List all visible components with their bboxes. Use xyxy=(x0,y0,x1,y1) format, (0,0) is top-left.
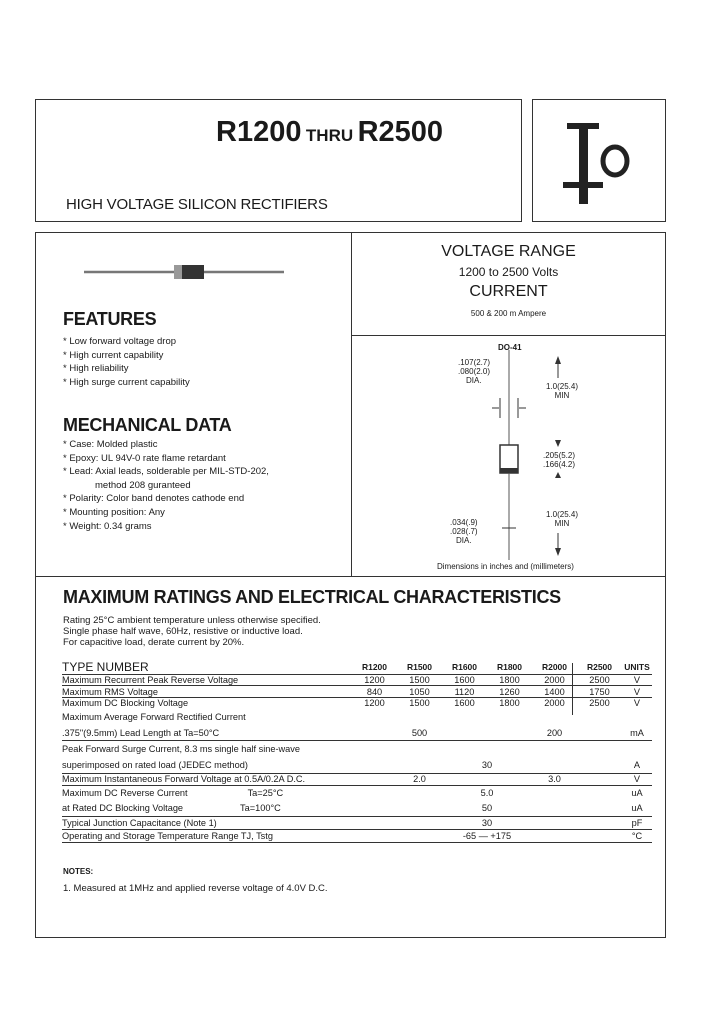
cell: 2.0 xyxy=(352,774,487,785)
table-row xyxy=(62,757,652,774)
current-value: 500 & 200 m Ampere xyxy=(470,309,547,318)
cell: 50 xyxy=(481,803,493,814)
note-1: 1. Measured at 1MHz and applied reverse voltage of 4.0V D.C. xyxy=(63,883,328,894)
list-item: * Case: Molded plastic xyxy=(63,438,348,452)
cell: 500 xyxy=(411,728,428,739)
list-item: * Polarity: Color band denotes cathode end xyxy=(63,492,348,506)
ratings-note: For capacitive load, derate current by 20%. xyxy=(63,637,245,648)
mechanical-list xyxy=(63,438,348,533)
row-label: Maximum Recurrent Peak Reverse Voltage xyxy=(62,675,352,686)
table-row xyxy=(62,708,652,726)
spec-table xyxy=(62,660,652,844)
cell: 1120 xyxy=(442,686,487,697)
table-header-row xyxy=(62,660,652,675)
cell: 5.0 xyxy=(352,785,622,801)
unit-cell: pF xyxy=(622,816,652,829)
lead-dia-2: .080(2.0) xyxy=(458,367,491,376)
list-item: * High surge current capability xyxy=(63,376,343,390)
ratings-note: Rating 25°C ambient temperature unless otherwise specified. xyxy=(63,615,321,626)
row-label xyxy=(62,785,352,801)
lead-len-top-label xyxy=(546,382,578,400)
table-row xyxy=(62,697,652,708)
dimension-note: Dimensions in inches and (millimeters) xyxy=(437,562,574,571)
cell: 30 xyxy=(352,816,622,829)
thru-label: THRU xyxy=(305,126,354,145)
cell: 1600 xyxy=(442,697,487,708)
lead-len-bot: 1.0(25.4) xyxy=(546,510,579,519)
cell: 1500 xyxy=(397,697,442,708)
column-header: R1800 xyxy=(496,662,523,672)
wire-dia-2: .028(.7) xyxy=(450,527,478,536)
body-len-2: .166(4.2) xyxy=(543,460,576,469)
column-header: R1200 xyxy=(361,662,388,672)
cell: 3.0 xyxy=(487,774,622,785)
cell: 2500 xyxy=(577,697,622,708)
wire-dia-unit: DIA. xyxy=(456,536,472,545)
row-label: Operating and Storage Temperature Range TJ, Tstg xyxy=(62,829,352,842)
lead-len-top: 1.0(25.4) xyxy=(546,382,579,391)
diode-illustration-icon xyxy=(84,262,294,282)
row-label: Maximum RMS Voltage xyxy=(62,686,352,697)
ratings-note: Single phase half wave, 60Hz, resistive or inductive load. xyxy=(63,626,303,637)
cell: 1800 xyxy=(487,697,532,708)
horizontal-divider-full xyxy=(35,576,666,577)
notes-title: NOTES: xyxy=(63,867,94,876)
cell: 1200 xyxy=(352,675,397,686)
unit-cell: uA xyxy=(622,785,652,801)
row-label: Maximum Instantaneous Forward Voltage at 0.5A/0.2A D.C. xyxy=(62,774,352,785)
ir-cond-2: Ta=100°C xyxy=(240,803,281,814)
type-number-label: TYPE NUMBER xyxy=(62,660,149,674)
company-logo-icon xyxy=(533,100,665,221)
row-label: Peak Forward Surge Current, 8.3 ms single half sine-wave xyxy=(62,741,352,758)
part-start: R1200 xyxy=(216,116,302,148)
cell: 1050 xyxy=(397,686,442,697)
page-title xyxy=(216,116,443,149)
ratings-notes xyxy=(63,615,321,648)
column-header: R2000 xyxy=(541,662,568,672)
cell: 1200 xyxy=(352,697,397,708)
part-end: R2500 xyxy=(357,116,444,148)
cell: 2500 xyxy=(577,675,622,686)
table-row xyxy=(62,816,652,829)
voltage-range-title: VOLTAGE RANGE xyxy=(441,243,576,260)
unit-cell: °C xyxy=(622,829,652,842)
mechanical-title: MECHANICAL DATA xyxy=(63,415,232,435)
wire-dia-1: .034(.9) xyxy=(450,518,478,527)
ir-cond-1: Ta=25°C xyxy=(247,788,284,799)
features-list xyxy=(63,335,343,389)
cell: -65 — +175 xyxy=(352,829,622,842)
wire-dia-label xyxy=(450,518,478,545)
list-item: * Mounting position: Any xyxy=(63,506,348,520)
body-len-label xyxy=(543,451,575,469)
cell: 1500 xyxy=(397,675,442,686)
unit-cell: A xyxy=(633,760,641,771)
column-divider xyxy=(572,663,573,715)
features-title: FEATURES xyxy=(63,309,157,329)
table-row xyxy=(62,675,652,686)
list-item: * High current capability xyxy=(63,349,343,363)
lead-dia-unit: DIA. xyxy=(466,376,482,385)
list-item: * Weight: 0.34 grams xyxy=(63,520,348,534)
lead-len-top-min: MIN xyxy=(554,391,570,400)
row-label: Typical Junction Capacitance (Note 1) xyxy=(62,816,352,829)
row-label: .375"(9.5mm) Lead Length at Ta=50°C xyxy=(62,728,220,739)
table-row xyxy=(62,829,652,842)
table-row xyxy=(62,686,652,697)
column-header: R1600 xyxy=(451,662,478,672)
list-item: * Low forward voltage drop xyxy=(63,335,343,349)
logo-box xyxy=(532,99,666,222)
body-len-1: .205(5.2) xyxy=(543,451,576,460)
cell: 1750 xyxy=(577,686,622,697)
cell: 840 xyxy=(352,686,397,697)
cell: 2000 xyxy=(532,675,577,686)
cell: 1800 xyxy=(487,675,532,686)
table-row xyxy=(62,785,652,801)
cell: 2000 xyxy=(532,697,577,708)
cell: 1400 xyxy=(532,686,577,697)
lead-dia-label xyxy=(458,358,490,385)
table-row xyxy=(62,741,652,758)
lead-dia-1: .107(2.7) xyxy=(458,358,491,367)
list-item-continuation xyxy=(63,479,348,493)
lead-continuation: method 208 guranteed xyxy=(95,479,191,491)
table-row xyxy=(62,801,652,817)
horizontal-divider-right xyxy=(351,335,666,336)
ir-label-2: at Rated DC Blocking Voltage xyxy=(62,803,184,814)
list-item: * High reliability xyxy=(63,362,343,376)
unit-cell: V xyxy=(622,697,652,708)
row-label: Maximum Average Forward Rectified Current xyxy=(62,712,246,723)
unit-cell: mA xyxy=(630,728,644,739)
row-label xyxy=(62,801,352,817)
current-title: CURRENT xyxy=(469,283,548,300)
ir-label-1: Maximum DC Reverse Current xyxy=(62,788,188,799)
column-header: R1500 xyxy=(406,662,433,672)
list-item: * Epoxy: UL 94V-0 rate flame retardant xyxy=(63,452,348,466)
column-header: R2500 xyxy=(586,662,613,672)
table-row xyxy=(62,774,652,785)
cell: 30 xyxy=(481,760,493,771)
column-header: UNITS xyxy=(624,662,650,672)
package-name: DO-41 xyxy=(498,343,522,352)
unit-cell: V xyxy=(622,686,652,697)
header-box xyxy=(35,99,522,222)
cell: 1260 xyxy=(487,686,532,697)
lead-len-bot-label xyxy=(546,510,578,528)
unit-cell: V xyxy=(622,675,652,686)
cell: 1600 xyxy=(442,675,487,686)
list-item: * Lead: Axial leads, solderable per MIL-STD-202, xyxy=(63,465,348,479)
table-row xyxy=(62,726,652,741)
ratings-title: MAXIMUM RATINGS AND ELECTRICAL CHARACTERISTICS xyxy=(63,587,561,607)
unit-cell: uA xyxy=(631,803,643,814)
voltage-range-value: 1200 to 2500 Volts xyxy=(458,265,559,279)
cell: 200 xyxy=(546,728,563,739)
unit-cell: V xyxy=(622,774,652,785)
table-end-row xyxy=(62,842,652,844)
row-label: superimposed on rated load (JEDEC method) xyxy=(62,760,248,771)
row-label: Maximum DC Blocking Voltage xyxy=(62,697,352,708)
lead-len-bot-min: MIN xyxy=(554,519,570,528)
subtitle: HIGH VOLTAGE SILICON RECTIFIERS xyxy=(66,196,328,213)
